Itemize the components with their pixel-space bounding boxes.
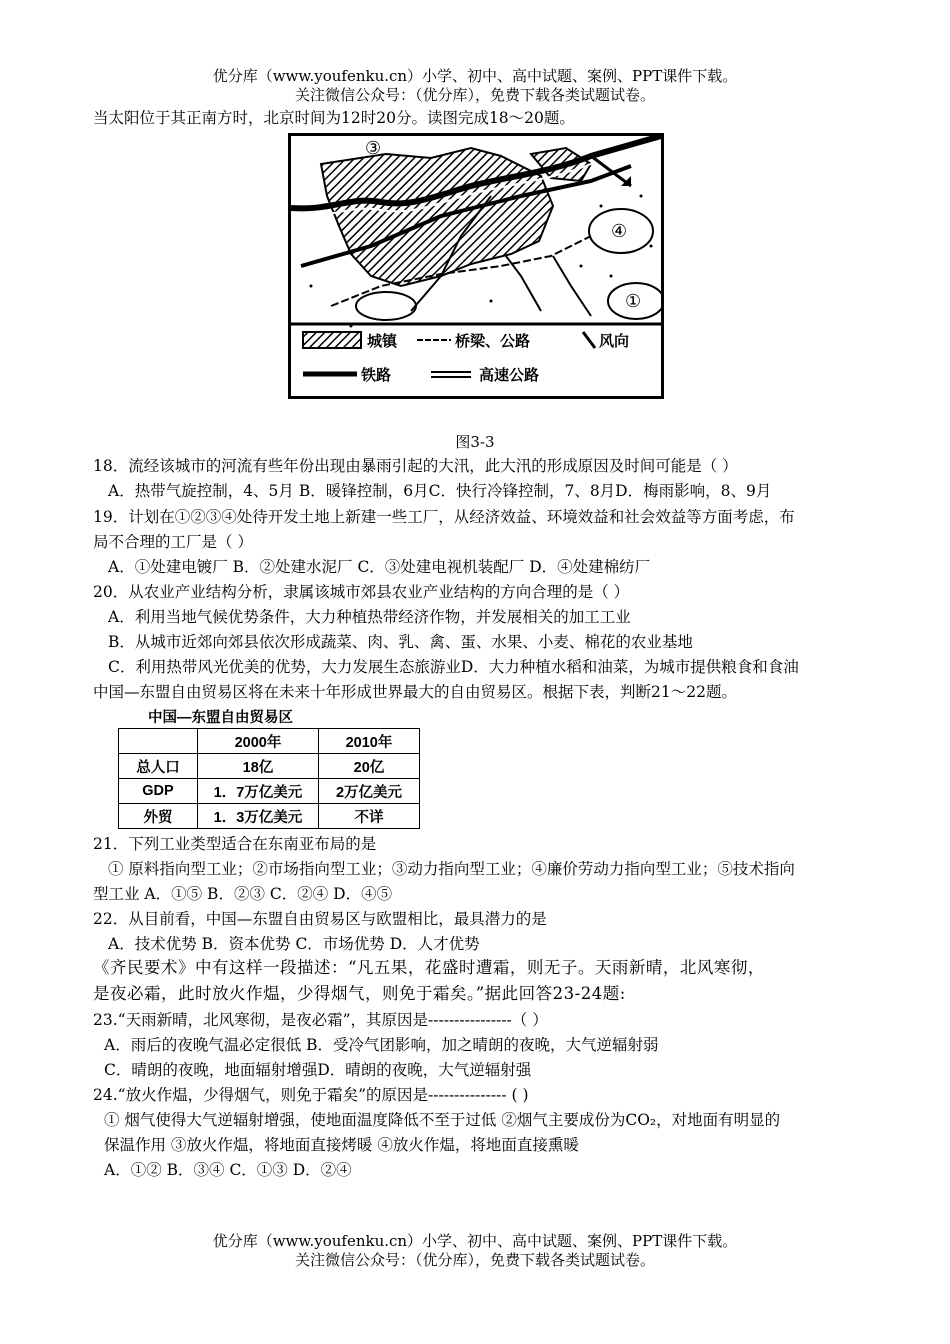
header-line-1: 优分库（www.youfenku.cn）小学、初中、高中试题、案例、PPT课件下载。: [212, 67, 738, 85]
legend-bridge-road-label: 桥梁、公路: [455, 332, 531, 350]
legend-highway-label: 高速公路: [479, 366, 540, 384]
table-header-row: [119, 729, 420, 754]
footer-line-2: 关注微信公众号：（优分库），免费下载各类试题试卷。: [294, 1251, 655, 1269]
intro-2: 中国—东盟自由贸易区将在未来十年形成世界最大的自由贸易区。根据下表，判断21～22题。: [93, 683, 737, 701]
q23-stem: 23.“天雨新晴，北风寒彻，是夜必霜”，其原因是----------------（ ）: [93, 1011, 548, 1029]
q22-stem: 22．从目前看，中国—东盟自由贸易区与欧盟相比，最具潜力的是: [93, 910, 547, 928]
table-cell: 总人口: [119, 754, 198, 779]
footer-line-1: 优分库（www.youfenku.cn）小学、初中、高中试题、案例、PPT课件下载。: [212, 1232, 738, 1250]
trade-table: [118, 728, 420, 829]
q18-options: A．热带气旋控制，4、5月 B．暖锋控制，6月C．快行冷锋控制，7、8月D．梅雨影响，8、9月: [108, 482, 772, 500]
q21-stem: 21．下列工业类型适合在东南亚布局的是: [93, 835, 377, 853]
header-line-2: 关注微信公众号：（优分库），免费下载各类试题试卷。: [294, 86, 655, 104]
q24-options: A．①② B．③④ C．①③ D．②④: [104, 1161, 352, 1179]
q23-options-ab: A．雨后的夜晚气温必定很低 B．受冷气团影响，加之晴朗的夜晚，大气逆辐射弱: [104, 1036, 659, 1054]
q20-stem: 20．从农业产业结构分析，隶属该城市郊县农业产业结构的方向合理的是（ ）: [93, 583, 630, 601]
legend-town-label: 城镇: [367, 332, 398, 350]
q18-stem: 18．流经该城市的河流有些年份出现由暴雨引起的大汛，此大汛的形成原因及时间可能是（ ）: [93, 457, 738, 475]
table-cell: 18亿: [198, 754, 319, 779]
table-row: [119, 779, 420, 804]
legend-railway-label: 铁路: [361, 366, 392, 384]
q21-line-2: 型工业 A．①⑤ B．②③ C．②④ D．④⑤: [93, 885, 393, 903]
table-cell: 1．7万亿美元: [198, 779, 319, 804]
marker-3: ④: [611, 221, 628, 242]
table-header-cell: 2010年: [319, 729, 420, 754]
table-cell: 外贸: [119, 804, 198, 829]
q19-options: A．①处建电镀厂 B．②处建水泥厂 C．③处建电视机装配厂 D．④处建棉纺厂: [108, 558, 651, 576]
q20-option-cd: C．利用热带风光优美的优势，大力发展生态旅游业D．大力种植水稻和油菜，为城市提供粮食和食油: [108, 658, 799, 676]
table-cell: 1．3万亿美元: [198, 804, 319, 829]
table-title: 中国—东盟自由贸易区: [148, 710, 293, 726]
q20-option-a: A．利用当地气候优势条件，大力种植热带经济作物，并发展相关的加工工业: [108, 608, 631, 626]
map-drawing: [291, 136, 661, 396]
classic-line-1: 《齐民要术》中有这样一段描述：“凡五果，花盛时遭霜，则无子。天雨新晴，北风寒彻，: [93, 958, 765, 977]
marker-4: ①: [625, 291, 642, 312]
q20-option-b: B．从城市近郊向郊县依次形成蔬菜、肉、乳、禽、蛋、水果、小麦、棉花的农业基地: [108, 633, 693, 651]
q19-stem-2: 局不合理的工厂是（ ）: [93, 533, 253, 551]
marker-2: ③: [365, 138, 382, 159]
table-row: [119, 754, 420, 779]
zone-1-outline: [356, 292, 416, 320]
table-cell: 不详: [319, 804, 420, 829]
map-figure: [288, 133, 664, 399]
table-cell: 20亿: [319, 754, 420, 779]
intro-text: 当太阳位于其正南方时，北京时间为12时20分。读图完成18～20题。: [93, 109, 575, 127]
q23-options-cd: C．晴朗的夜晚，地面辐射增强D．晴朗的夜晚，大气逆辐射强: [104, 1061, 532, 1079]
table-row: [119, 804, 420, 829]
road-2: [506, 256, 541, 311]
legend-town-swatch: [303, 332, 361, 348]
q22-options: A．技术优势 B．资本优势 C．市场优势 D．人才优势: [108, 935, 480, 953]
table-cell: GDP: [119, 779, 198, 804]
q24-line-2: 保温作用 ③放火作煴，将地面直接烤暖 ④放火作煴，将地面直接熏暖: [104, 1136, 579, 1154]
q19-stem-1: 19．计划在①②③④处待开发土地上新建一些工厂，从经济效益、环境效益和社会效益等方面考虑，布: [93, 508, 795, 526]
legend-wind-label: 风向: [599, 332, 630, 350]
wind-arrow: [591, 156, 631, 186]
table-cell: 2万亿美元: [319, 779, 420, 804]
road-3: [553, 256, 591, 316]
classic-line-2: 是夜必霜，此时放火作煴，少得烟气，则免于霜矣。”据此回答23-24题:: [93, 984, 626, 1003]
q24-stem: 24.“放火作煴，少得烟气，则免于霜矣”的原因是--------------- ( ): [93, 1086, 529, 1104]
figure-caption: 图3-3: [455, 433, 495, 451]
table-header-cell: 2000年: [198, 729, 319, 754]
q21-line-1: ① 原料指向型工业；②市场指向型工业；③动力指向型工业；④廉价劳动力指向型工业；⑤技术指向: [108, 860, 795, 878]
q24-line-1: ① 烟气使得大气逆辐射增强，使地面温度降低不至于过低 ②烟气主要成份为CO₂，对地面有明显的: [104, 1111, 781, 1129]
table-header-cell: [119, 729, 198, 754]
